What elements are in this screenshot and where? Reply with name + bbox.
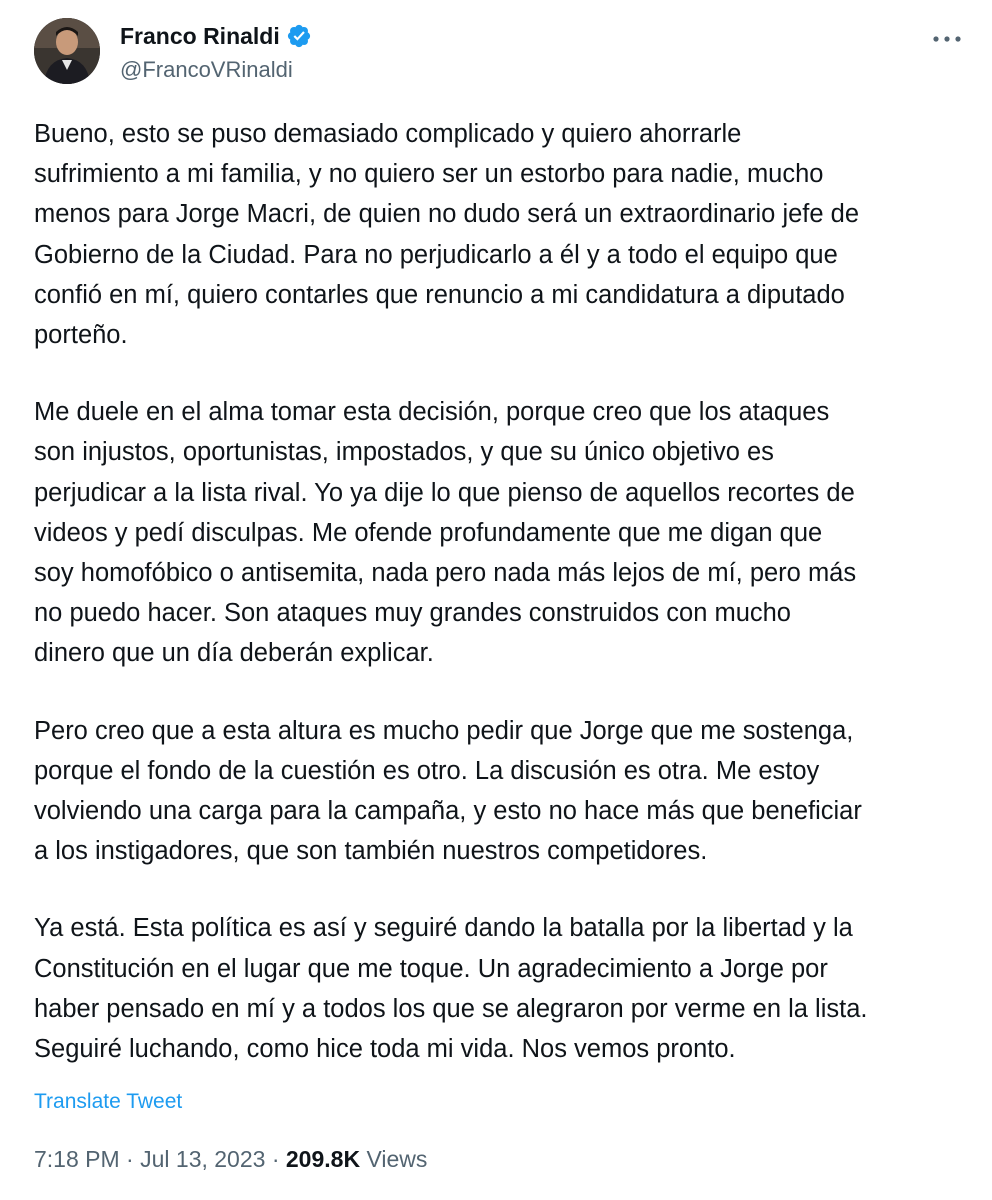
- tweet-paragraph: Ya está. Esta política es así y seguiré dando la batalla por la libertad y la Constitución en el lugar que me toque. Un agradecimiento a Jorge por haber pensado en mí y a todos los que se alegraron por verme en la lista. Seguiré luchando, como hice toda mi vida. Nos vemos pronto.: [34, 914, 868, 1064]
- avatar[interactable]: [34, 18, 100, 84]
- more-horizontal-icon: [932, 35, 962, 43]
- avatar-image: [34, 18, 100, 84]
- tweet-date[interactable]: Jul 13, 2023: [140, 1146, 266, 1172]
- author-handle[interactable]: @FrancoVRinaldi: [120, 57, 293, 82]
- more-button[interactable]: [930, 24, 964, 54]
- tweet-time[interactable]: 7:18 PM: [34, 1146, 120, 1172]
- views-label: Views: [366, 1146, 428, 1172]
- tweet-text: [34, 114, 979, 1069]
- meta-separator: ·: [271, 1146, 280, 1172]
- tweet-paragraph: Me duele en el alma tomar esta decisión, porque creo que los ataques son injustos, oportunistas, impostados, y que su único objetivo es perjudicar a la lista rival. Yo ya dije lo que pienso de aquellos recortes de videos y pedí disculpas. Me ofende profundamente que me digan que soy homofóbico o antisemita, nada pero nada más lejos de mí, pero más no puedo hacer. Son ataques muy grandes construidos con mucho dinero que un día deberán explicar.: [34, 398, 857, 668]
- tweet-paragraph: Pero creo que a esta altura es mucho pedir que Jorge que me sostenga, porque el fondo de la cuestión es otro. La discusión es otra. Me estoy volviendo una carga para la campaña, y esto no hace más que beneficiar a los instigadores, que son también nuestros competidores.: [34, 716, 862, 866]
- views-count: 209.8K: [285, 1146, 361, 1172]
- author-display-name[interactable]: Franco Rinaldi: [120, 23, 280, 49]
- verified-badge-icon: [286, 23, 312, 49]
- author-names: [120, 22, 312, 84]
- author-display-name-row[interactable]: [120, 22, 312, 50]
- tweet-meta: [34, 1144, 427, 1174]
- translate-tweet-link[interactable]: Translate Tweet: [34, 1090, 183, 1113]
- tweet-header: [34, 18, 964, 88]
- meta-separator: ·: [126, 1146, 134, 1172]
- tweet-paragraph: Bueno, esto se puso demasiado complicado y quiero ahorrarle sufrimiento a mi familia, y no quiero ser un estorbo para nadie, mucho menos para Jorge Macri, de quien no dudo será un extraordinario jefe de Gobierno de la Ciudad. Para no perjudicarlo a él y a todo el equipo que confió en mí, quiero contarles que renuncio a mi candidatura a diputado porteño.: [34, 120, 860, 350]
